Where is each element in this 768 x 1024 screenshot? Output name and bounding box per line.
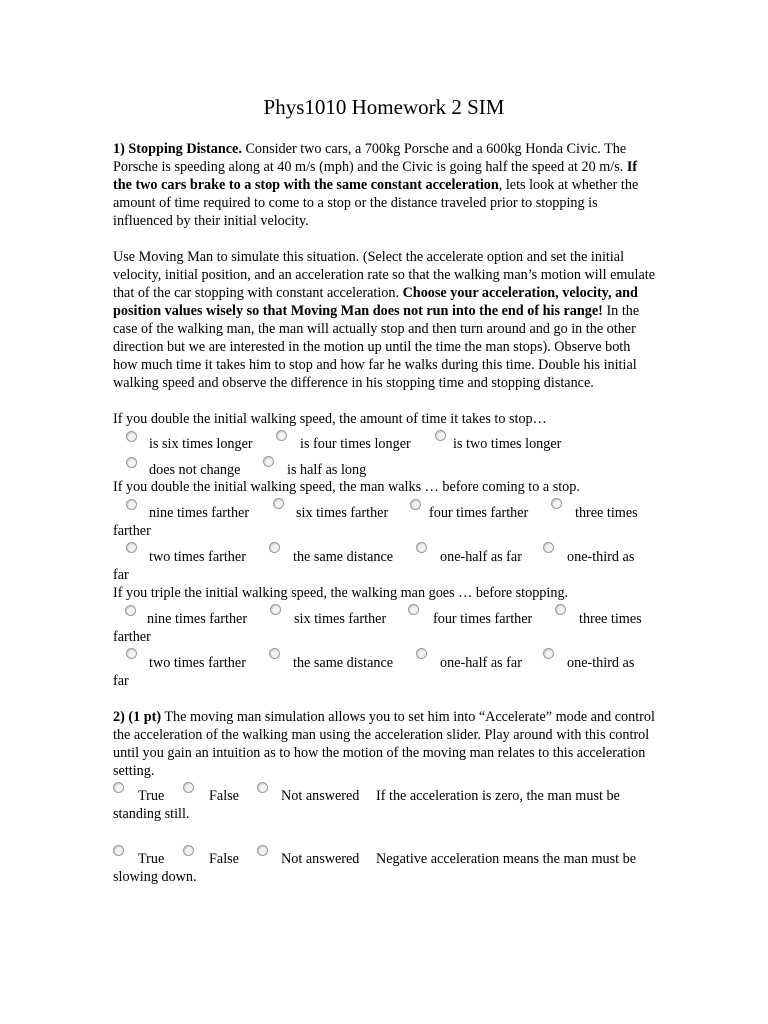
question-2-intro: 2) (1 pt) The moving man simulation allows you to set him into “Accelerate” mode and control the acceleration of the walking man using the acceleration slider. Play around with this control until you gain an intuition as to how the motion of the moving man relates to this acceleration setting. [113, 709, 655, 779]
not-answered-radio[interactable] [257, 845, 268, 856]
radio-button[interactable] [551, 498, 562, 509]
subquestion-3-options-row-1 [113, 602, 655, 646]
radio-button[interactable] [543, 648, 554, 659]
radio-button[interactable] [408, 604, 419, 615]
true-false-item-2 [113, 843, 655, 887]
not-answered-label: Not answered [281, 788, 360, 804]
subquestion-2-stem: If you double the initial walking speed, the man walks … before coming to a stop. [113, 479, 580, 495]
radio-button[interactable] [126, 457, 137, 468]
option-label: does not change [149, 462, 241, 478]
radio-button[interactable] [269, 648, 280, 659]
radio-button[interactable] [555, 604, 566, 615]
false-radio[interactable] [183, 845, 194, 856]
option-label: two times farther [149, 655, 246, 671]
subquestion-1-options-row-1 [113, 428, 655, 454]
option-label: three times [579, 611, 642, 627]
option-label: is half as long [287, 462, 367, 478]
option-label: one-half as far [440, 655, 522, 671]
true-radio[interactable] [113, 845, 124, 856]
option-label: six times farther [296, 505, 389, 521]
option-label-wrap: farther [113, 629, 151, 645]
question-1-instructions: Use Moving Man to simulate this situation. (Select the accelerate option and set the initial velocity, initial position, and an acceleration rate so that the walking man’s motion will emulate that of the car stopping with constant acceleration. Choose your acceleration, velocity, and position values wisely so that Moving Man does not run into the end of his range! In the case of the walking man, the man will actually stop and then turn around and go in the other direction but we are interested in the motion up until the time the man stops). Observe both how much time it takes him to stop and how far he walks during this time. Double his initial walking speed and observe the difference in his stopping time and stopping distance. [113, 249, 655, 391]
radio-button[interactable] [269, 542, 280, 553]
statement-text-wrap: slowing down. [113, 869, 197, 885]
radio-button[interactable] [410, 499, 421, 510]
radio-button[interactable] [273, 498, 284, 509]
option-label: one-half as far [440, 549, 522, 565]
option-label: two times farther [149, 549, 246, 565]
radio-button[interactable] [263, 456, 274, 467]
radio-button[interactable] [270, 604, 281, 615]
option-label: six times farther [294, 611, 387, 627]
option-label: is two times longer [453, 436, 562, 452]
option-label: three times [575, 505, 638, 521]
option-label: four times farther [433, 611, 533, 627]
radio-button[interactable] [126, 431, 137, 442]
option-label: one-third as [567, 655, 635, 671]
radio-button[interactable] [416, 648, 427, 659]
subquestion-2-options-row-1 [113, 496, 655, 540]
option-label: four times farther [429, 505, 529, 521]
option-label: nine times farther [147, 611, 248, 627]
false-label: False [209, 788, 239, 804]
radio-button[interactable] [125, 605, 136, 616]
statement-text-wrap: standing still. [113, 806, 190, 822]
radio-button[interactable] [126, 648, 137, 659]
true-radio[interactable] [113, 782, 124, 793]
radio-button[interactable] [435, 430, 446, 441]
not-answered-label: Not answered [281, 851, 360, 867]
statement-text: If the acceleration is zero, the man must be [376, 788, 620, 804]
option-label-wrap: far [113, 567, 129, 583]
option-label: the same distance [293, 655, 394, 671]
option-label: one-third as [567, 549, 635, 565]
subquestion-2-options-row-2 [113, 540, 655, 584]
false-radio[interactable] [183, 782, 194, 793]
subquestion-1-stem: If you double the initial walking speed, the amount of time it takes to stop… [113, 411, 547, 427]
option-label: the same distance [293, 549, 394, 565]
radio-button[interactable] [276, 430, 287, 441]
radio-button[interactable] [126, 499, 137, 510]
question-1-heading: 1) Stopping Distance. [113, 141, 242, 157]
true-label: True [138, 788, 165, 804]
option-label: is four times longer [300, 436, 411, 452]
question-2-heading: 2) (1 pt) [113, 709, 162, 725]
true-label: True [138, 851, 165, 867]
radio-button[interactable] [126, 542, 137, 553]
false-label: False [209, 851, 239, 867]
statement-text: Negative acceleration means the man must be [376, 851, 636, 867]
radio-button[interactable] [543, 542, 554, 553]
option-label: is six times longer [149, 436, 253, 452]
radio-button[interactable] [416, 542, 427, 553]
subquestion-1-options-row-2 [113, 454, 655, 478]
page-title: Phys1010 Homework 2 SIM [263, 95, 505, 119]
option-label-wrap: far [113, 673, 129, 689]
true-false-item-1 [113, 780, 655, 824]
not-answered-radio[interactable] [257, 782, 268, 793]
question-1-intro: 1) Stopping Distance. Consider two cars, a 700kg Porsche and a 600kg Honda Civic. The Porsche is speeding along at 40 m/s (mph) and the Civic is going half the speed at 20 m/s. If the two cars brake to a stop with the same constant acceleration, lets look at whether the amount of time required to come to a stop or the distance traveled prior to stopping is influenced by their initial velocity. [113, 141, 639, 229]
subquestion-3-options-row-2 [113, 646, 655, 690]
subquestion-3-stem: If you triple the initial walking speed, the walking man goes … before stopping. [113, 585, 569, 601]
option-label-wrap: farther [113, 523, 151, 539]
option-label: nine times farther [149, 505, 250, 521]
